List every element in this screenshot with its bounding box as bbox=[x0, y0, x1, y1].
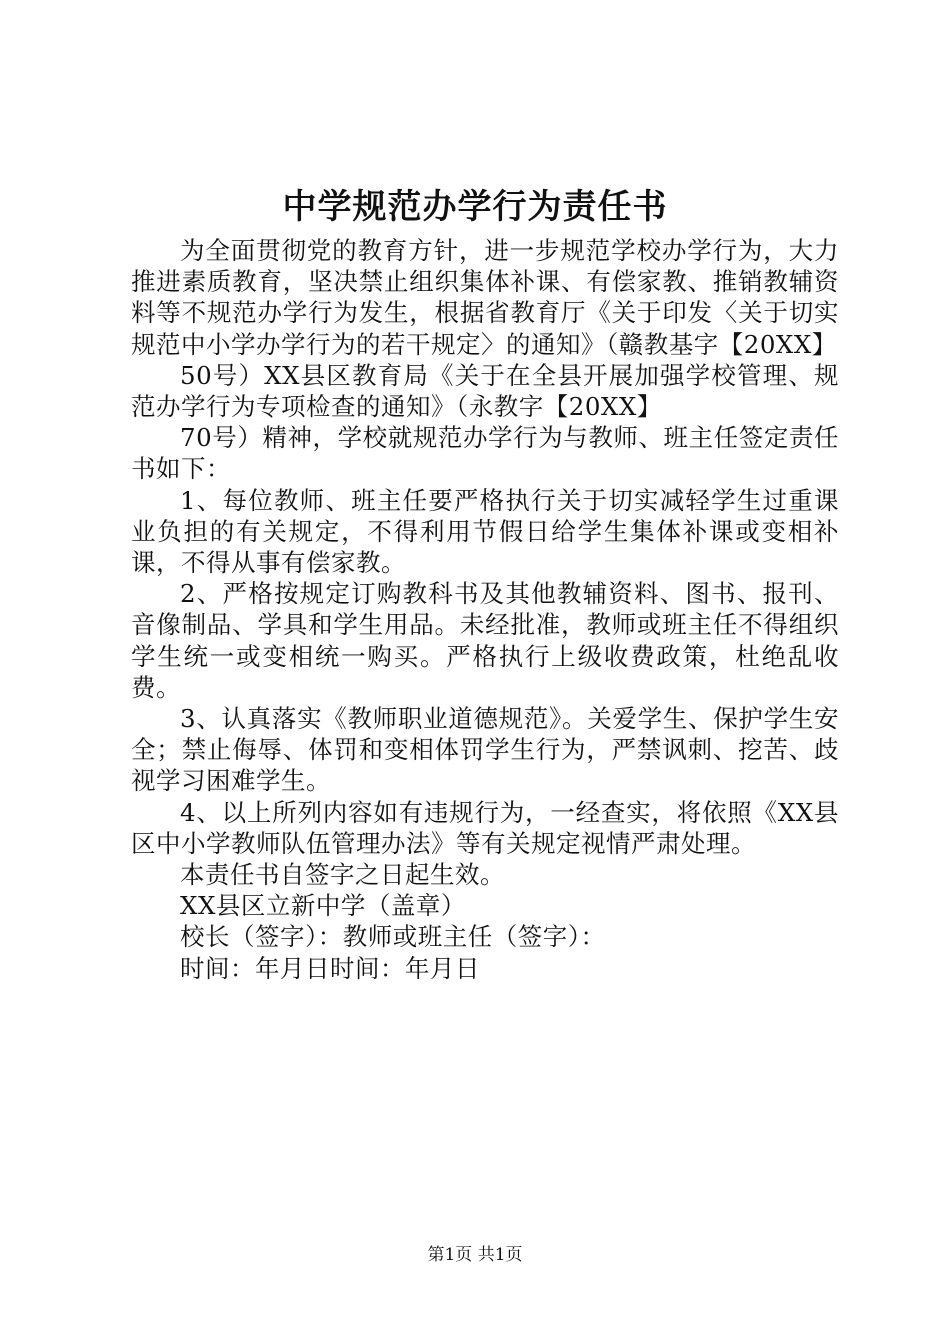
document-title: 中学规范办学行为责任书 bbox=[282, 187, 668, 227]
paragraph-intro: 为全面贯彻党的教育方针，进一步规范学校办学行为，大力推进素质教育，坚决禁止组织集体补课、有偿家教、推销教辅资料等不规范办学行为发生，根据省教育厅《关于印发〈关于切实规范中小学办学行为的若干规定〉的通知》（赣教基字【20XX】 bbox=[131, 236, 839, 359]
paragraph-item-3: 3、认真落实《教师职业道德规范》。关爱学生、保护学生安全；禁止侮辱、体罚和变相体罚学生行为，严禁讽刺、挖苦、歧视学习困难学生。 bbox=[131, 704, 839, 796]
document-body bbox=[131, 235, 839, 984]
date-line: 时间：年月日时间：年月日 bbox=[180, 953, 480, 983]
page-number-footer: 第1页 共1页 bbox=[427, 1245, 523, 1265]
signature-line: 校长（签字）：教师或班主任（签字）： bbox=[180, 922, 606, 952]
paragraph-item-1: 1、每位教师、班主任要严格执行关于切实减轻学生过重课业负担的有关规定，不得利用节假日给学生集体补课或变相补课，不得从事有偿家教。 bbox=[131, 485, 839, 578]
paragraph-item-2: 2、严格按规定订购教科书及其他教辅资料、图书、报刊、音像制品、学具和学生用品。未经批准，教师或班主任不得组织学生统一或变相统一购买。严格执行上级收费政策，杜绝乱收费。 bbox=[131, 579, 839, 702]
paragraph-reference: 50号）XX县区教育局《关于在全县开展加强学校管理、规范办学行为专项检查的通知》（永教字【20XX】 bbox=[131, 360, 839, 422]
paragraph-item-4: 4、以上所列内容如有违规行为，一经查实，将依照《XX县区中小学教师队伍管理办法》等有关规定视情严肃处理。 bbox=[131, 797, 839, 858]
school-seal-line: XX县区立新中学（盖章） bbox=[180, 891, 466, 921]
paragraph-effective: 本责任书自签字之日起生效。 bbox=[180, 860, 505, 890]
paragraph-spirit: 70号）精神，学校就规范办学行为与教师、班主任签定责任书如下： bbox=[131, 423, 839, 484]
